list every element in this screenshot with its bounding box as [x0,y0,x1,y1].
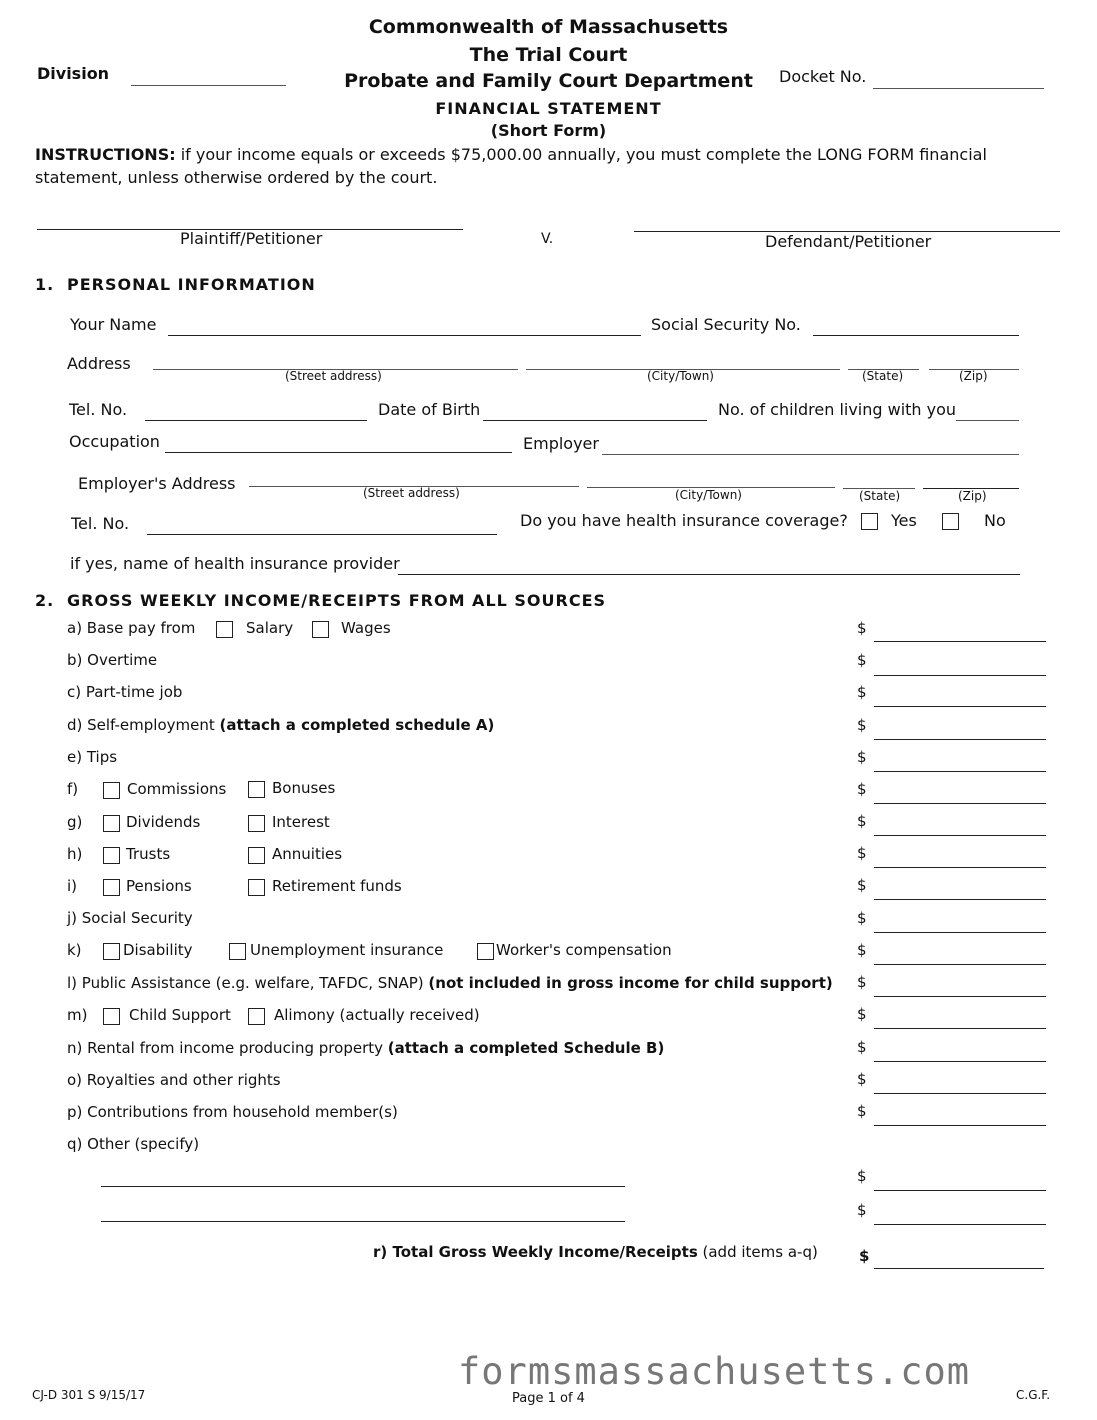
dollar-k: $ [857,941,867,959]
section2-number: 2. [35,591,55,610]
item-g-label: g) [67,813,83,831]
state-caption: (State) [862,369,904,383]
item-m-label: m) [67,1006,88,1024]
item-r-title: r) Total Gross Weekly Income/Receipts [373,1243,698,1261]
amount-total-field[interactable] [874,1268,1044,1269]
item-c-label: c) Part-time job [67,683,183,701]
item-j-label: j) Social Security [67,909,193,927]
unemployment-label: Unemployment insurance [250,941,444,959]
section1-title: PERSONAL INFORMATION [67,275,316,294]
item-a-label: a) Base pay from [67,619,196,637]
tel2-label: Tel. No. [71,514,130,533]
employer-address-label: Employer's Address [78,474,236,493]
child-support-checkbox[interactable] [103,1008,120,1025]
street-caption: (Street address) [285,369,382,383]
dollar-c: $ [857,683,867,701]
item-r-label [373,1243,818,1261]
amount-j-field[interactable] [874,932,1046,933]
item-d-label [67,716,494,734]
dollar-o: $ [857,1070,867,1088]
emp-city-caption: (City/Town) [675,488,742,502]
amount-a-field[interactable] [874,641,1046,642]
item-d-note: (attach a completed schedule A) [219,716,495,734]
page-number: Page 1 of 4 [512,1391,585,1406]
amount-d-field[interactable] [874,739,1046,740]
annuities-checkbox[interactable] [248,847,265,864]
amount-c-field[interactable] [874,706,1046,707]
dob-field[interactable] [483,420,707,421]
salary-checkbox[interactable] [216,621,233,638]
item-d-text: d) Self-employment [67,716,220,734]
dollar-r: $ [859,1247,870,1265]
item-i-label: i) [67,877,78,895]
provider-label: if yes, name of health insurance provider [70,554,400,573]
commissions-checkbox[interactable] [103,782,120,799]
item-r-note: (add items a-q) [697,1243,818,1261]
dollar-j: $ [857,909,867,927]
annuities-label: Annuities [272,845,343,863]
section1-number: 1. [35,275,55,294]
item-e-label: e) Tips [67,748,118,766]
address-label: Address [67,354,131,373]
amount-q2-field[interactable] [874,1224,1046,1225]
workers-comp-checkbox[interactable] [477,943,494,960]
docket-label: Docket No. [779,67,867,86]
emp-state-caption: (State) [859,489,901,503]
dollar-m: $ [857,1005,867,1023]
defendant-label: Defendant/Petitioner [765,232,932,251]
health-no-checkbox[interactable] [942,513,959,530]
amount-q1-field[interactable] [874,1190,1046,1191]
tel-label: Tel. No. [69,400,128,419]
health-question: Do you have health insurance coverage? [520,511,848,530]
employer-field[interactable] [602,454,1019,455]
item-h-label: h) [67,845,83,863]
versus-label: V. [541,231,554,247]
wages-checkbox[interactable] [312,621,329,638]
form-subtitle: (Short Form) [490,121,607,140]
dividends-checkbox[interactable] [103,815,120,832]
item-l-note: (not included in gross income for child support) [428,974,833,992]
court-subname: The Trial Court [469,44,628,66]
item-b-label: b) Overtime [67,651,158,669]
dollar-e: $ [857,748,867,766]
dollar-i: $ [857,876,867,894]
form-title: FINANCIAL STATEMENT [435,99,662,118]
item-n-note: (attach a completed Schedule B) [387,1039,665,1057]
other-specify-field-2[interactable] [101,1221,625,1222]
provider-field[interactable] [398,574,1020,575]
dob-label: Date of Birth [378,400,481,419]
alimony-label: Alimony (actually received) [274,1006,480,1024]
employer-label: Employer [523,434,599,453]
initials: C.G.F. [1016,1388,1051,1402]
plaintiff-label: Plaintiff/Petitioner [180,229,323,248]
interest-checkbox[interactable] [248,815,265,832]
ssn-label: Social Security No. [651,315,801,334]
amount-m-field[interactable] [874,1028,1046,1029]
occupation-field[interactable] [165,452,512,453]
item-l-text: l) Public Assistance (e.g. welfare, TAFDC, SNAP) [67,974,429,992]
tel-field[interactable] [145,420,367,421]
watermark: formsmassachusetts.com [458,1350,971,1393]
instructions-label: INSTRUCTIONS: [35,145,176,164]
health-yes-label: Yes [891,511,917,530]
emp-zip-caption: (Zip) [958,489,987,503]
dividends-label: Dividends [126,813,201,831]
amount-l-field[interactable] [874,996,1046,997]
workers-comp-label: Worker's compensation [496,941,672,959]
tel2-field[interactable] [147,534,497,535]
dollar-n: $ [857,1038,867,1056]
section2-title: GROSS WEEKLY INCOME/RECEIPTS FROM ALL SOURCES [67,591,607,610]
emp-street-caption: (Street address) [363,486,460,500]
alimony-checkbox[interactable] [248,1008,265,1025]
docket-field[interactable] [873,88,1044,89]
dollar-d: $ [857,716,867,734]
children-label: No. of children living with you [718,400,957,419]
trusts-label: Trusts [126,845,171,863]
instructions-text-2: statement, unless otherwise ordered by the court. [35,168,438,187]
item-n-text: n) Rental from income producing property [67,1039,388,1057]
amount-i-field[interactable] [874,899,1046,900]
bonuses-label: Bonuses [272,779,336,797]
zip-caption: (Zip) [959,369,988,383]
item-k-label: k) [67,941,82,959]
pensions-label: Pensions [126,877,192,895]
city-caption: (City/Town) [647,369,714,383]
dollar-h: $ [857,844,867,862]
commissions-label: Commissions [127,780,227,798]
item-n-label [67,1039,664,1057]
form-id: CJ-D 301 S 9/15/17 [32,1388,146,1402]
dollar-l: $ [857,973,867,991]
pensions-checkbox[interactable] [103,879,120,896]
ssn-field[interactable] [813,335,1019,336]
dollar-g: $ [857,812,867,830]
item-o-label: o) Royalties and other rights [67,1071,281,1089]
court-department: Probate and Family Court Department [344,70,753,92]
item-f-label: f) [67,780,79,798]
health-yes-checkbox[interactable] [861,513,878,530]
bonuses-checkbox[interactable] [248,781,265,798]
retirement-label: Retirement funds [272,877,402,895]
occupation-label: Occupation [69,432,160,451]
court-name: Commonwealth of Massachusetts [368,16,729,38]
trusts-checkbox[interactable] [103,847,120,864]
dollar-f: $ [857,780,867,798]
dollar-p: $ [857,1102,867,1120]
disability-label: Disability [123,941,193,959]
interest-label: Interest [272,813,330,831]
dollar-q1: $ [857,1167,867,1185]
amount-e-field[interactable] [874,771,1046,772]
amount-p-field[interactable] [874,1125,1046,1126]
item-q-label: q) Other (specify) [67,1135,200,1153]
amount-g-field[interactable] [874,835,1046,836]
retirement-checkbox[interactable] [248,879,265,896]
wages-label: Wages [341,619,391,637]
disability-checkbox[interactable] [103,943,120,960]
instructions [35,145,987,164]
amount-n-field[interactable] [874,1061,1046,1062]
item-p-label: p) Contributions from household member(s) [67,1103,398,1121]
health-no-label: No [984,511,1006,530]
dollar-q2: $ [857,1201,867,1219]
dollar-a: $ [857,619,867,637]
amount-h-field[interactable] [874,867,1046,868]
amount-b-field[interactable] [874,675,1046,676]
your-name-label: Your Name [70,315,157,334]
unemployment-checkbox[interactable] [229,943,246,960]
item-l-label [67,974,833,992]
your-name-field[interactable] [168,335,641,336]
amount-f-field[interactable] [874,803,1046,804]
division-label: Division [37,64,110,83]
child-support-label: Child Support [129,1006,231,1024]
children-field[interactable] [956,420,1019,421]
salary-label: Salary [246,619,294,637]
instructions-text: if your income equals or exceeds $75,000.00 annually, you must complete the LONG FORM financial [175,145,987,164]
other-specify-field-1[interactable] [101,1186,625,1187]
division-field[interactable] [131,85,286,86]
amount-o-field[interactable] [874,1093,1046,1094]
amount-k-field[interactable] [874,964,1046,965]
dollar-b: $ [857,651,867,669]
